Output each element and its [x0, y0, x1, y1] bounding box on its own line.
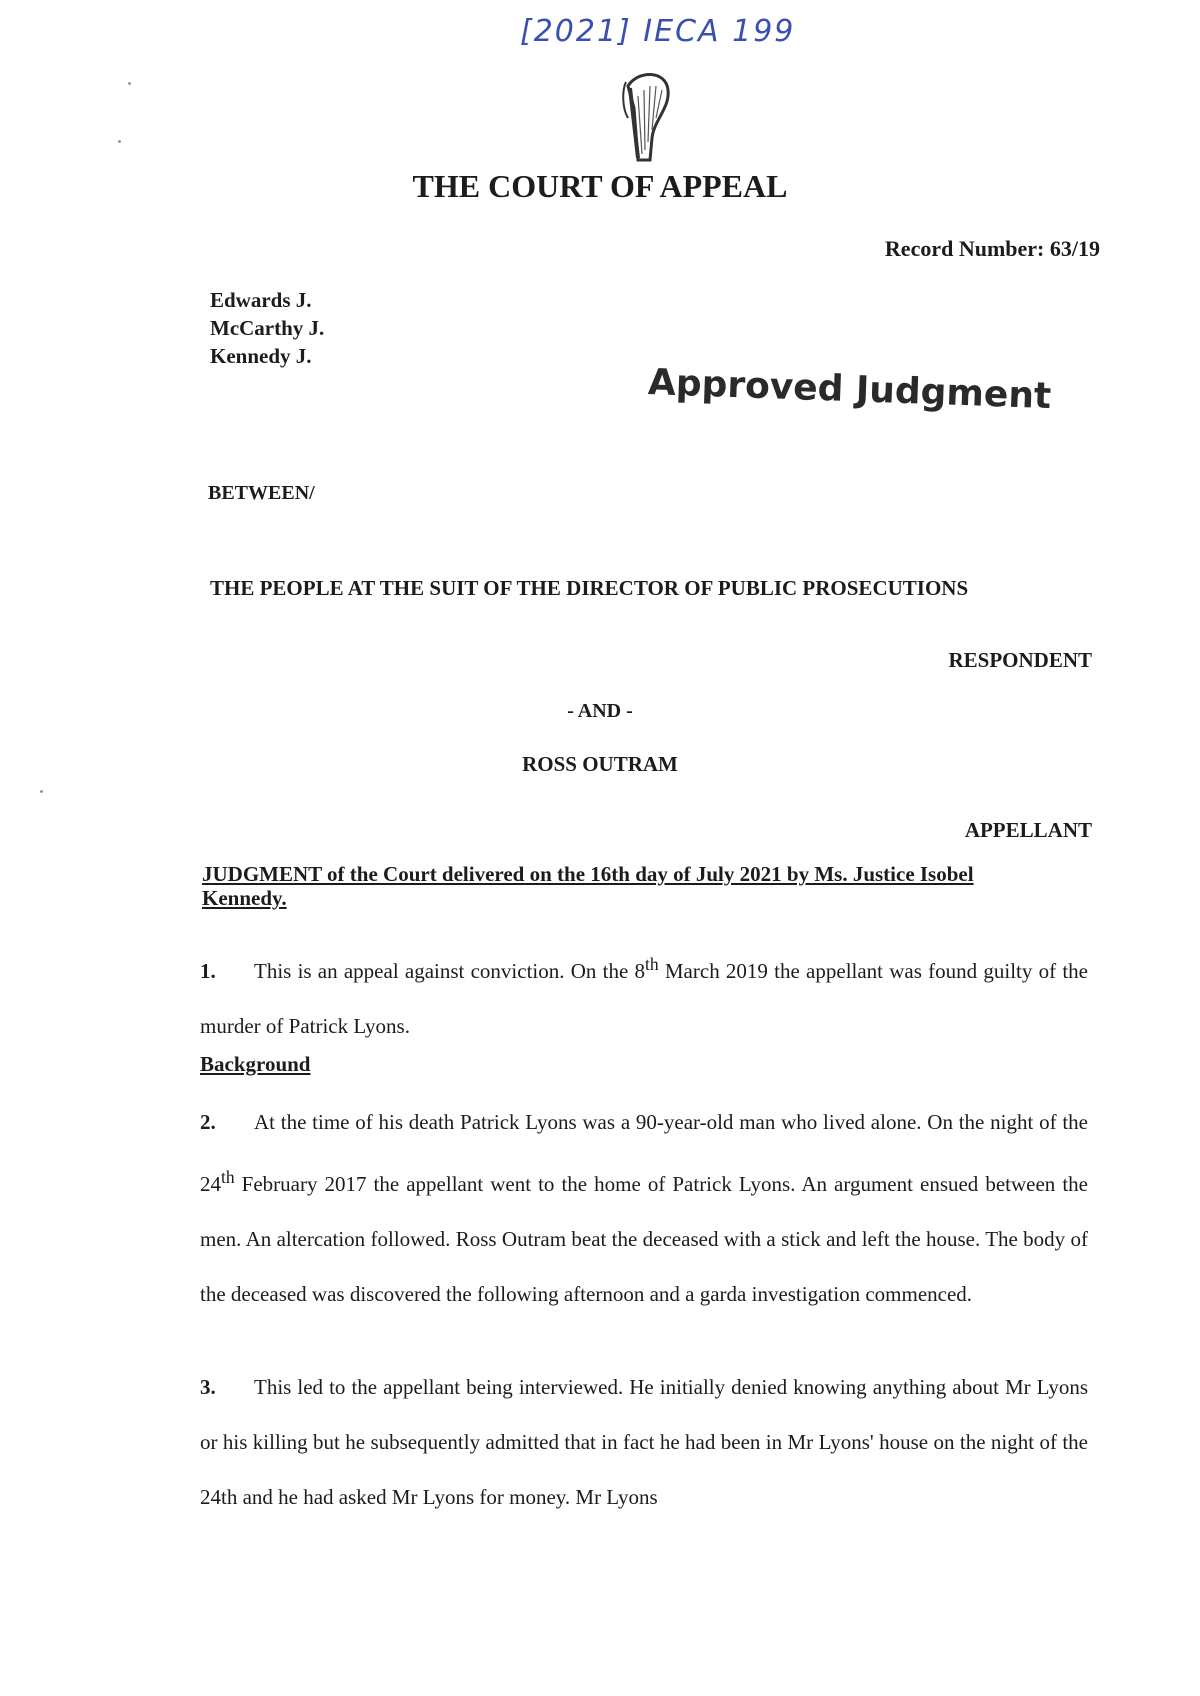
respondent-label: RESPONDENT — [948, 648, 1092, 672]
handwritten-citation: [2021] IECA 199 — [520, 14, 796, 49]
and-separator: - AND - — [567, 700, 633, 722]
scan-speck — [118, 140, 121, 143]
judge-name: Kennedy J. — [210, 344, 312, 368]
paragraph-number: 2. — [200, 1110, 216, 1134]
paragraph-1 — [200, 937, 1088, 1054]
paragraph-3 — [200, 1360, 1088, 1525]
harp-icon — [608, 68, 680, 168]
paragraph-text: This is an appeal against conviction. On the 8 — [254, 959, 646, 983]
judge-name: McCarthy J. — [210, 316, 325, 340]
paragraph-number: 1. — [200, 959, 216, 983]
appellant-name: ROSS OUTRAM — [522, 752, 678, 776]
prosecution-party: THE PEOPLE AT THE SUIT OF THE DIRECTOR OF PUBLIC PROSECUTIONS — [210, 576, 969, 600]
ordinal-suffix: th — [221, 1167, 235, 1187]
scan-speck — [128, 82, 131, 85]
record-number: Record Number: 63/19 — [884, 236, 1100, 261]
between-label: BETWEEN/ — [208, 482, 315, 504]
paragraph-text: This led to the appellant being interviewed. He initially denied knowing anything about Mr Lyons or his killing but he subsequently admitted that in fact he had been in Mr Lyons' house on the night of the 24th and he had asked Mr Lyons for money. Mr Lyons — [200, 1375, 1088, 1509]
approved-judgment-stamp: Approved Judgment — [647, 362, 1052, 418]
background-heading: Background — [200, 1052, 311, 1076]
judgment-heading: JUDGMENT of the Court delivered on the 16th day of July 2021 by Ms. Justice Isobel Kennedy. — [202, 862, 974, 910]
paragraph-number: 3. — [200, 1375, 216, 1399]
judge-name: Edwards J. — [210, 288, 312, 312]
court-title: THE COURT OF APPEAL — [412, 168, 788, 204]
paragraph-text: At the time of his death Patrick Lyons was a 90-year-old man who lived alone. On the night of the 24 — [200, 1110, 1088, 1196]
paragraph-2 — [200, 1095, 1088, 1322]
scan-speck — [40, 790, 43, 793]
judges-list — [210, 286, 324, 370]
ordinal-suffix: th — [645, 954, 659, 974]
paragraph-text: February 2017 the appellant went to the home of Patrick Lyons. An argument ensued between the men. An altercation followed. Ross Outram beat the deceased with a stick and left the house. The body of the deceased was discovered the following afternoon and a garda investigation commenced. — [200, 1172, 1088, 1306]
appellant-label: APPELLANT — [964, 818, 1092, 842]
paragraph-text: March 2019 the appellant was found guilty of the murder of Patrick Lyons. — [200, 959, 1088, 1038]
